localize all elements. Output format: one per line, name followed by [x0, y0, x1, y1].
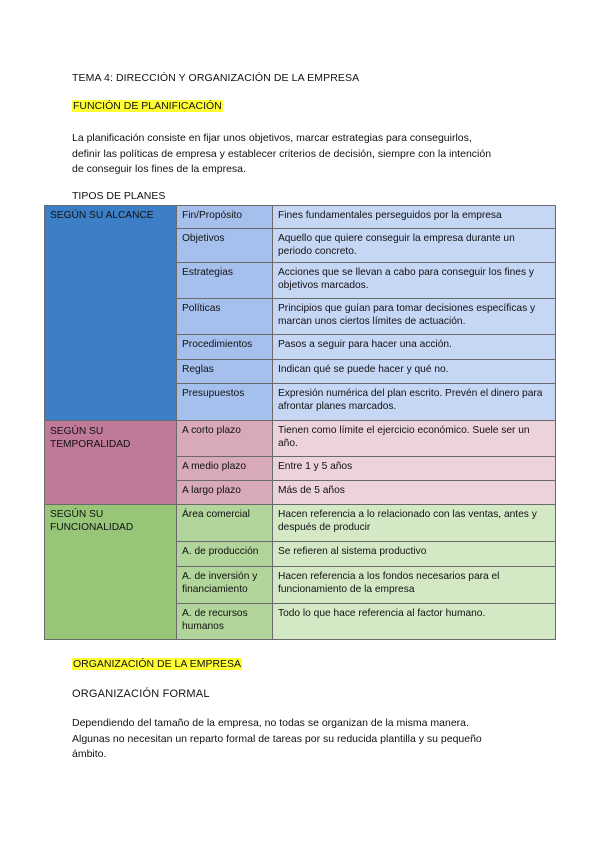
paragraph-line: ámbito. — [72, 748, 107, 760]
description-cell: Hacen referencia a lo relacionado con las ventas, antes y después de producir — [273, 505, 556, 542]
description-cell: Pasos a seguir para hacer una acción. — [273, 335, 556, 360]
description-cell: Indican qué se puede hacer y qué no. — [273, 360, 556, 384]
description-cell: Más de 5 años — [273, 481, 556, 505]
description-cell: Principios que guían para tomar decisiones específicas y marcan unos ciertos límites de actuación. — [273, 299, 556, 335]
table-row — [45, 206, 556, 229]
paragraph-line: Dependiendo del tamaño de la empresa, no todas se organizan de la misma manera. — [72, 717, 469, 729]
concept-cell: A. de producción — [177, 542, 273, 567]
organization-heading — [72, 658, 242, 670]
concept-cell: Procedimientos — [177, 335, 273, 360]
group-label-temporalidad: SEGÚN SU TEMPORALIDAD — [45, 421, 177, 505]
description-cell: Entre 1 y 5 años — [273, 457, 556, 481]
concept-cell: Presupuestos — [177, 384, 273, 421]
description-cell: Acciones que se llevan a cabo para conseguir los fines y objetivos marcados. — [273, 263, 556, 299]
concept-cell: Estrategias — [177, 263, 273, 299]
concept-cell: A corto plazo — [177, 421, 273, 457]
paragraph-line: definir las políticas de empresa y establecer criterios de decisión, siempre con la intención — [72, 147, 492, 160]
concept-cell: A largo plazo — [177, 481, 273, 505]
description-cell: Todo lo que hace referencia al factor humano. — [273, 604, 556, 640]
table-row — [45, 505, 556, 542]
group-label-alcance: SEGÚN SU ALCANCE — [45, 206, 177, 421]
concept-cell: Objetivos — [177, 229, 273, 263]
description-cell: Se refieren al sistema productivo — [273, 542, 556, 567]
organization-paragraph — [72, 716, 532, 763]
concept-cell: Reglas — [177, 360, 273, 384]
planning-heading-text: FUNCIÓN DE PLANIFICACIÓN — [73, 100, 222, 112]
description-cell: Expresión numérica del plan escrito. Prevén el dinero para afrontar planes marcados. — [273, 384, 556, 421]
concept-cell: A. de recursos humanos — [177, 604, 273, 640]
paragraph-line: La planificación consiste en fijar unos objetivos, marcar estrategias para conseguirlos, — [72, 132, 472, 144]
paragraph-line: Algunas no necesitan un reparto formal de tareas por su reducida plantilla y su pequeño — [72, 732, 482, 745]
document-title: TEMA 4: DIRECCIÓN Y ORGANIZACIÓN DE LA EMPRESA — [72, 72, 360, 84]
concept-cell: Fin/Propósito — [177, 206, 273, 229]
concept-cell: A. de inversión y financiamiento — [177, 567, 273, 604]
plan-types-label: TIPOS DE PLANES — [72, 190, 166, 202]
description-cell: Aquello que quiere conseguir la empresa durante un periodo concreto. — [273, 229, 556, 263]
concept-cell: Políticas — [177, 299, 273, 335]
formal-organization-subheading: ORGANIZACIÓN FORMAL — [72, 688, 210, 700]
table-row — [45, 421, 556, 457]
organization-heading-text: ORGANIZACIÓN DE LA EMPRESA — [73, 658, 242, 670]
planning-heading — [72, 100, 223, 112]
group-label-funcionalidad: SEGÚN SU FUNCIONALIDAD — [45, 505, 177, 640]
description-cell: Tienen como límite el ejercicio económico. Suele ser un año. — [273, 421, 556, 457]
concept-cell: Área comercial — [177, 505, 273, 542]
concept-cell: A medio plazo — [177, 457, 273, 481]
planning-paragraph — [72, 131, 532, 178]
plan-types-table — [44, 205, 556, 640]
description-cell: Fines fundamentales perseguidos por la empresa — [273, 206, 556, 229]
description-cell: Hacen referencia a los fondos necesarios para el funcionamiento de la empresa — [273, 567, 556, 604]
paragraph-line: de conseguir los fines de la empresa. — [72, 163, 246, 175]
